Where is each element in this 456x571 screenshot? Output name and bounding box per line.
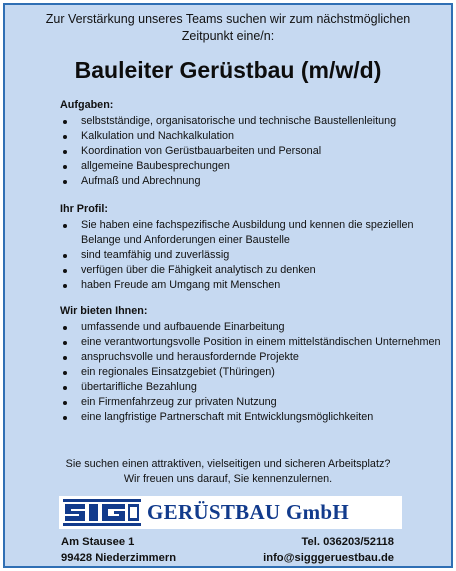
list-item: verfügen über die Fähigkeit analytisch zu denken — [60, 263, 441, 278]
profile-list — [60, 218, 441, 293]
list-item: Kalkulation und Nachkalkulation — [60, 129, 441, 144]
outro-line-1: Sie suchen einen attraktiven, vielseitigen und sicheren Arbeitsplatz? — [65, 458, 391, 470]
list-item: selbstständige, organisatorische und technische Baustellenleitung — [60, 114, 441, 129]
section-profile — [60, 202, 441, 293]
company-name: GERÜSTBAU GmbH — [147, 500, 349, 524]
list-item: eine langfristige Partnerschaft mit Entwicklungsmöglichkeiten — [60, 410, 441, 425]
list-item: Koordination von Gerüstbauarbeiten und Personal — [60, 144, 441, 159]
section-heading: Wir bieten Ihnen: — [60, 305, 148, 317]
address-block — [61, 534, 176, 566]
intro-line-1: Zur Verstärkung unseres Teams suchen wir zum nächstmöglichen — [45, 12, 411, 26]
list-item: Sie haben eine fachspezifische Ausbildung und kennen die speziellen Belange und Anforderungen einer Baustelle — [60, 218, 441, 248]
email-link[interactable]: info@sigggeruestbau.de — [263, 552, 394, 564]
list-item: übertarifliche Bezahlung — [60, 380, 441, 395]
offer-list — [60, 320, 441, 425]
list-item: ein regionales Einsatzgebiet (Thüringen) — [60, 365, 441, 380]
list-item: sind teamfähig und zuverlässig — [60, 248, 441, 263]
company-logo — [59, 496, 402, 529]
list-item: ein Firmenfahrzeug zur privaten Nutzung — [60, 395, 441, 410]
job-ad-frame — [3, 3, 453, 568]
list-item: Aufmaß und Abrechnung — [60, 174, 441, 189]
task-list — [60, 114, 441, 189]
list-item: haben Freude am Umgang mit Menschen — [60, 278, 441, 293]
list-item: umfassende und aufbauende Einarbeitung — [60, 320, 441, 335]
sig-logo-icon — [63, 499, 141, 526]
list-item: allgemeine Baubesprechungen — [60, 159, 441, 174]
list-item: anspruchsvolle und herausfordernde Projekte — [60, 350, 441, 365]
outro-text — [5, 457, 451, 487]
city: 99428 Niederzimmern — [61, 552, 177, 564]
intro-text — [5, 11, 451, 45]
phone: Tel. 036203/52118 — [301, 536, 394, 548]
outro-line-2: Wir freuen uns darauf, Sie kennenzulernen. — [123, 473, 333, 485]
section-heading: Ihr Profil: — [60, 203, 108, 215]
contact-block — [263, 534, 394, 566]
section-tasks — [60, 98, 441, 189]
section-heading: Aufgaben: — [60, 99, 114, 111]
street: Am Stausee 1 — [61, 536, 135, 548]
section-offer — [60, 304, 441, 425]
job-title: Bauleiter Gerüstbau (m/w/d) — [74, 57, 382, 83]
intro-line-2: Zeitpunkt eine/n: — [181, 29, 275, 43]
list-item: eine verantwortungsvolle Position in einem mittelständischen Unternehmen — [60, 335, 441, 350]
